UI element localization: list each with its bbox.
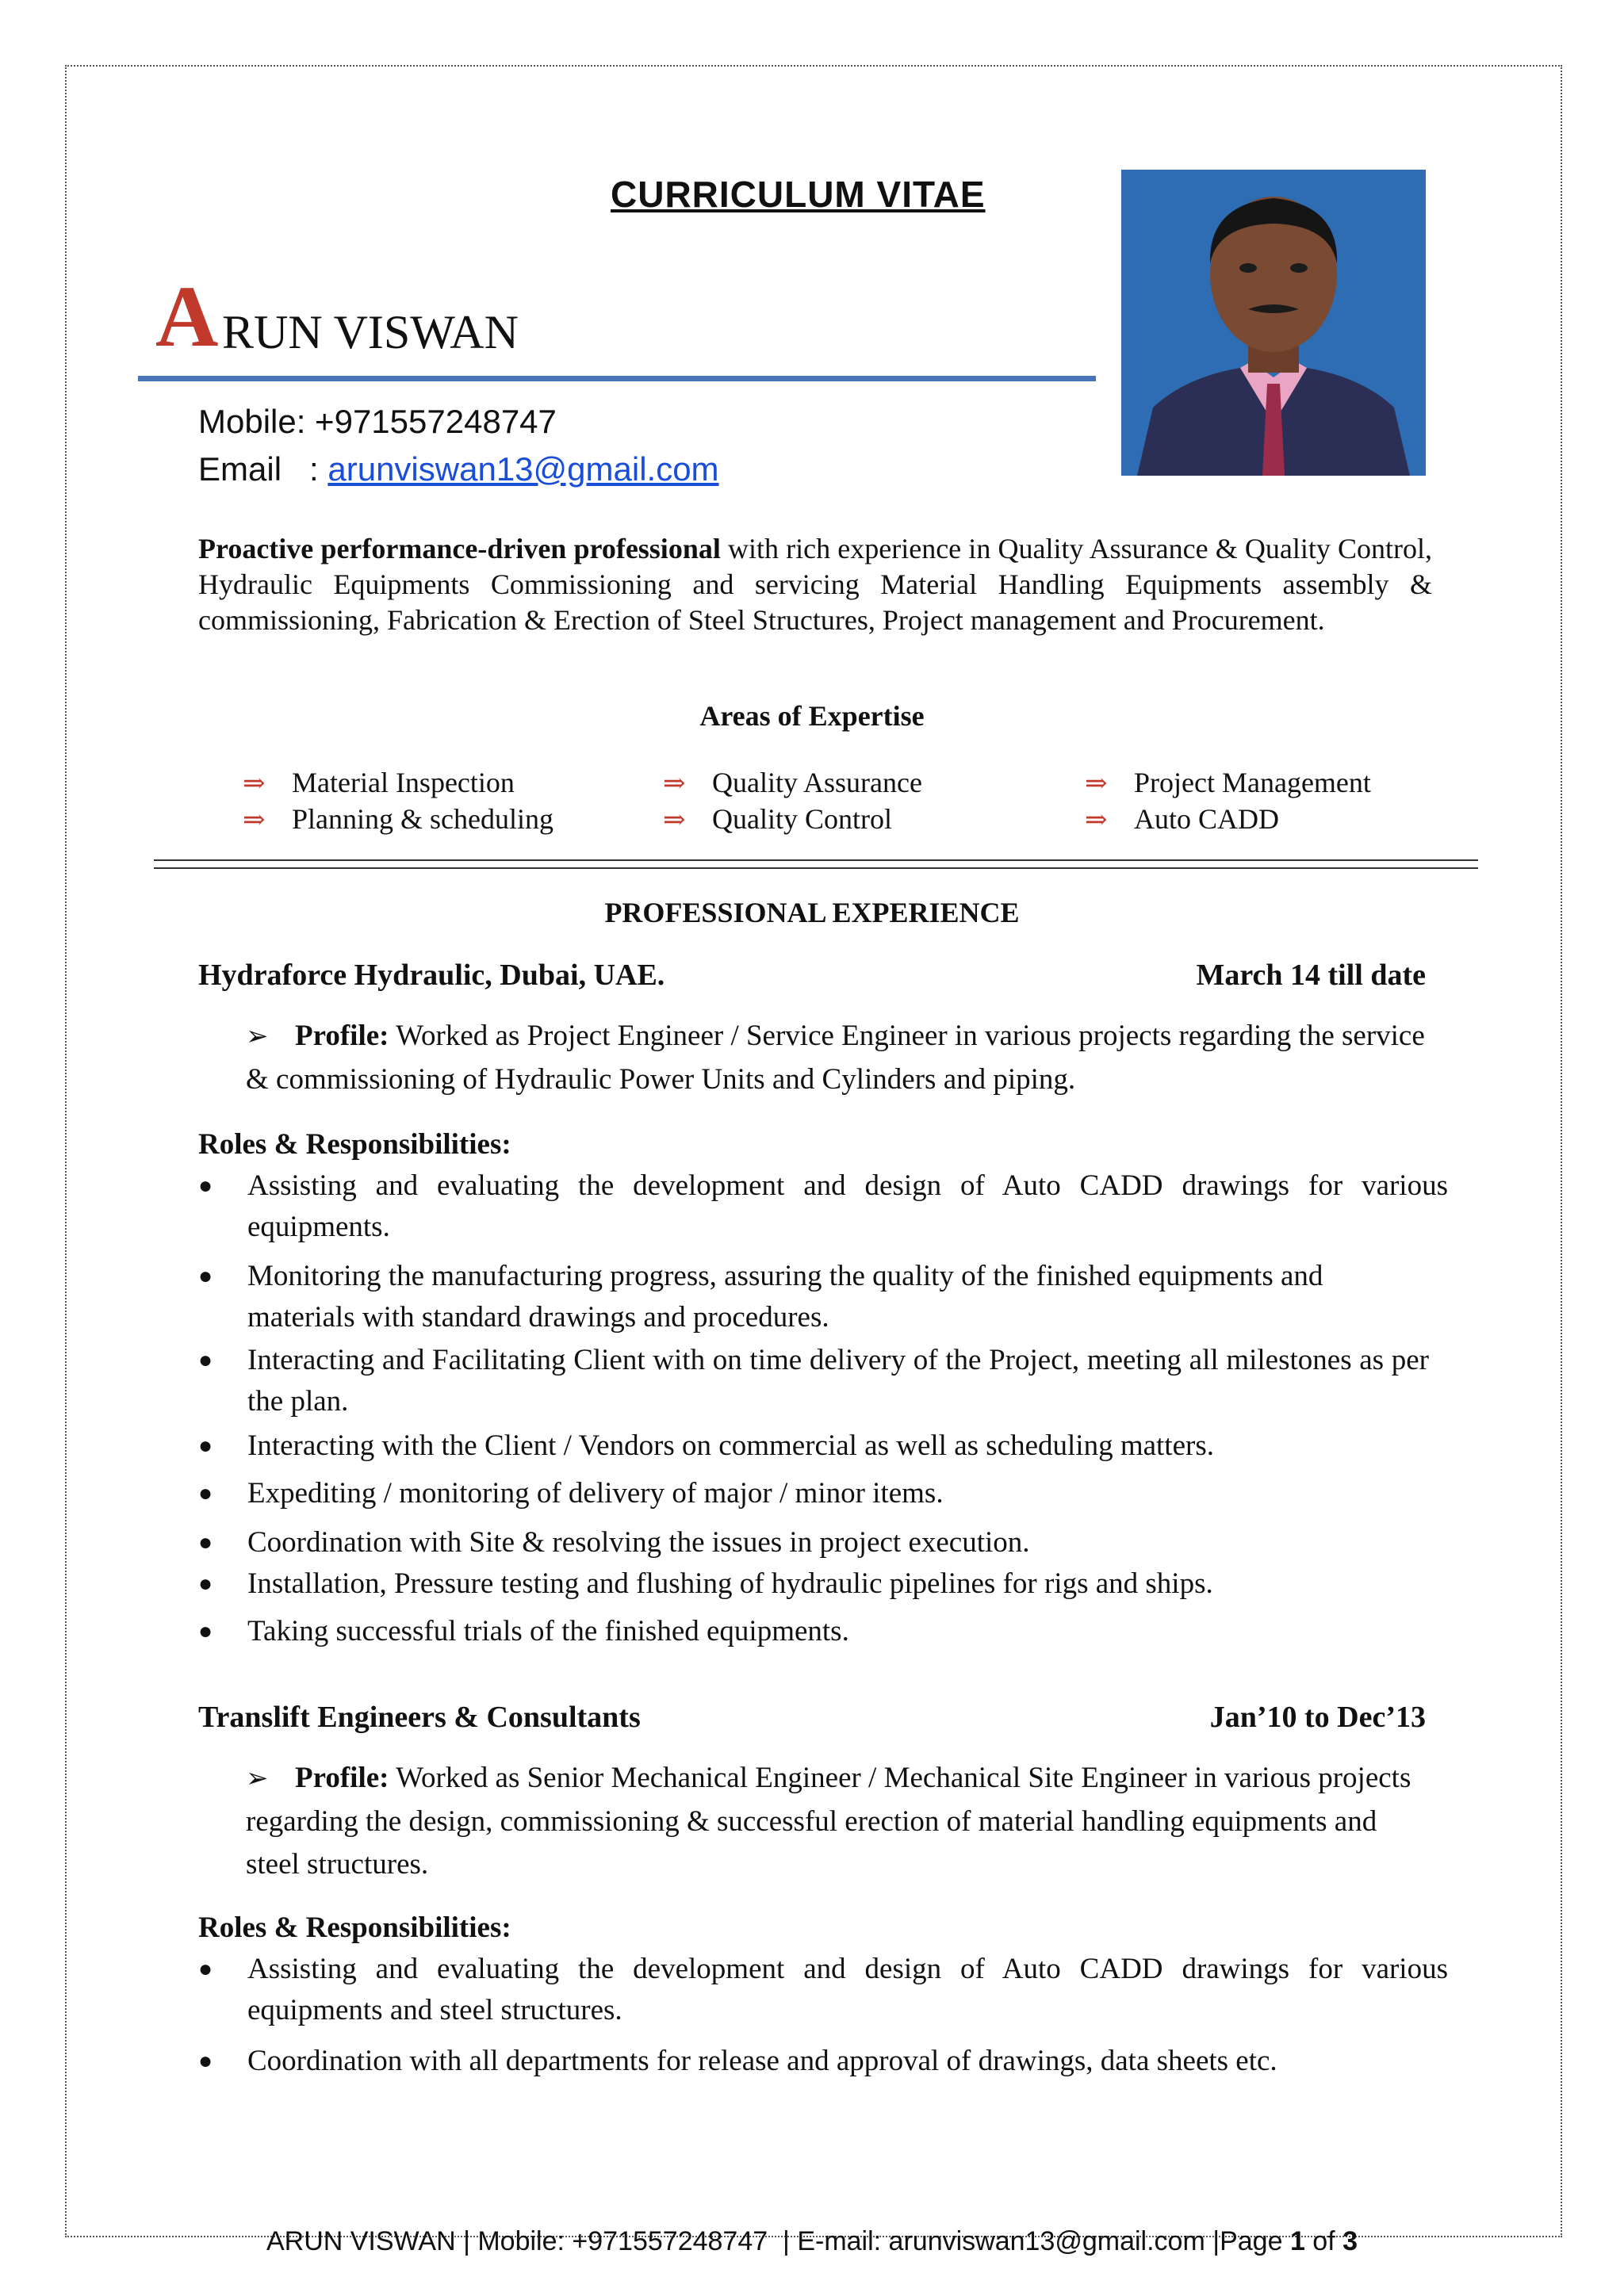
roles-heading: Roles & Responsibilities: xyxy=(198,1911,511,1944)
role-text: Interacting and Facilitating Client with on time delivery of the Project, meeting all milestones as per the plan. xyxy=(247,1344,1429,1418)
bullet-icon: ● xyxy=(198,1956,213,1982)
candidate-name: RUN VISWAN xyxy=(222,306,519,358)
employment-period: Jan’10 to Dec’13 xyxy=(1209,1701,1426,1734)
arrow-right-icon: ⇒ xyxy=(663,769,686,798)
footer-of: of xyxy=(1304,2226,1343,2256)
summary-body: with rich experience in Quality Assurance & Quality Control, Hydraulic Equipments Commissioning and servicing Material Handling Equipments assembly & commissioning, Fabrication & Erection of Steel Structures, Project management and Procurement. xyxy=(198,533,1433,636)
arrow-right-icon: ⇒ xyxy=(1085,769,1108,798)
summary-lead: Proactive performance-driven professional xyxy=(198,533,721,564)
expertise-label: Quality Control xyxy=(712,803,892,835)
page-number: 1 xyxy=(1289,2226,1305,2256)
bullet-icon: ● xyxy=(198,1347,213,1373)
role-item xyxy=(198,1611,1437,1652)
profile-text: Worked as Project Engineer / Service Engineer in various projects regarding the service & commissioning of Hydraulic Power Units and Cylinders and piping. xyxy=(246,1020,1425,1096)
roles-heading: Roles & Responsibilities: xyxy=(198,1128,511,1161)
bullet-icon: ● xyxy=(198,1173,213,1199)
profile-label: Profile: xyxy=(295,1020,389,1052)
role-item xyxy=(198,2041,1448,2082)
email-link[interactable]: arunviswan13@gmail.com xyxy=(327,450,719,488)
expertise-item xyxy=(243,764,515,801)
arrowhead-bullet-icon: ➢ xyxy=(246,1764,269,1793)
expertise-item xyxy=(663,801,892,837)
expertise-item xyxy=(1085,764,1371,801)
email-line xyxy=(198,450,719,488)
name-initial-letter: A xyxy=(155,268,219,365)
role-item xyxy=(198,1522,1437,1563)
profile-text: Worked as Senior Mechanical Engineer / Mechanical Site Engineer in various projects regarding the design, commissioning & successful erection of material handling equipments and steel structures. xyxy=(246,1762,1411,1881)
expertise-item xyxy=(243,801,553,837)
role-text: Coordination with all departments for release and approval of drawings, data sheets etc. xyxy=(247,2045,1277,2077)
arrow-right-icon: ⇒ xyxy=(1085,806,1108,835)
bullet-icon: ● xyxy=(198,1571,213,1597)
arrowhead-bullet-icon: ➢ xyxy=(246,1022,269,1051)
mobile-number: Mobile: +971557248747 xyxy=(198,403,557,440)
bullet-icon: ● xyxy=(198,1433,213,1459)
professional-summary xyxy=(198,531,1432,638)
employment-period: March 14 till date xyxy=(1196,959,1426,992)
arrow-right-icon: ⇒ xyxy=(243,806,266,835)
arrow-right-icon: ⇒ xyxy=(243,769,266,798)
role-text: Interacting with the Client / Vendors on commercial as well as scheduling matters. xyxy=(247,1429,1214,1462)
expertise-label: Project Management xyxy=(1134,767,1371,798)
role-text: Taking successful trials of the finished equipments. xyxy=(247,1615,849,1647)
role-item xyxy=(198,1165,1448,1248)
role-item xyxy=(198,1425,1437,1467)
page-total: 3 xyxy=(1342,2226,1358,2256)
role-text: Expediting / monitoring of delivery of major / minor items. xyxy=(247,1477,944,1510)
role-item xyxy=(198,1256,1437,1338)
footer-text: ARUN VISWAN | Mobile: +971557248747 | E-mail: arunviswan13@gmail.com |Page xyxy=(266,2226,1290,2256)
role-text: Assisting and evaluating the development and design of Auto CADD drawings for various equipments. xyxy=(247,1169,1448,1243)
role-item xyxy=(198,1949,1448,2031)
role-text: Monitoring the manufacturing progress, assuring the quality of the finished equipments and materials with standard drawings and procedures. xyxy=(247,1260,1323,1334)
bullet-icon: ● xyxy=(198,1480,213,1506)
expertise-label: Quality Assurance xyxy=(712,767,922,798)
email-label: Email : xyxy=(198,450,328,488)
role-item xyxy=(198,1340,1429,1422)
bullet-icon: ● xyxy=(198,1618,213,1644)
profile-photo xyxy=(1121,170,1426,476)
document-title: CURRICULUM VITAE xyxy=(611,174,986,215)
company-name: Hydraforce Hydraulic, Dubai, UAE. xyxy=(198,959,665,992)
company-name: Translift Engineers & Consultants xyxy=(198,1701,641,1734)
expertise-label: Material Inspection xyxy=(292,767,515,798)
expertise-label: Planning & scheduling xyxy=(292,803,553,835)
role-item xyxy=(198,1563,1437,1605)
expertise-item xyxy=(663,764,922,801)
expertise-heading: Areas of Expertise xyxy=(699,700,925,732)
bullet-icon: ● xyxy=(198,1263,213,1289)
job-profile xyxy=(246,1757,1435,1886)
experience-heading: PROFESSIONAL EXPERIENCE xyxy=(604,897,1020,928)
bullet-icon: ● xyxy=(198,1529,213,1556)
role-text: Coordination with Site & resolving the issues in project execution. xyxy=(247,1526,1030,1559)
job-profile xyxy=(246,1015,1435,1101)
expertise-label: Auto CADD xyxy=(1134,803,1280,835)
bullet-icon: ● xyxy=(198,2048,213,2074)
profile-label: Profile: xyxy=(295,1762,389,1794)
page-footer xyxy=(0,2226,1624,2257)
name-underline-rule xyxy=(138,376,1096,381)
role-item xyxy=(198,1473,1437,1514)
arrow-right-icon: ⇒ xyxy=(663,806,686,835)
role-text: Assisting and evaluating the development and design of Auto CADD drawings for various equipments and steel structures. xyxy=(247,1953,1448,2026)
role-text: Installation, Pressure testing and flushing of hydraulic pipelines for rigs and ships. xyxy=(247,1567,1213,1600)
expertise-item xyxy=(1085,801,1279,837)
section-divider xyxy=(154,859,1478,869)
